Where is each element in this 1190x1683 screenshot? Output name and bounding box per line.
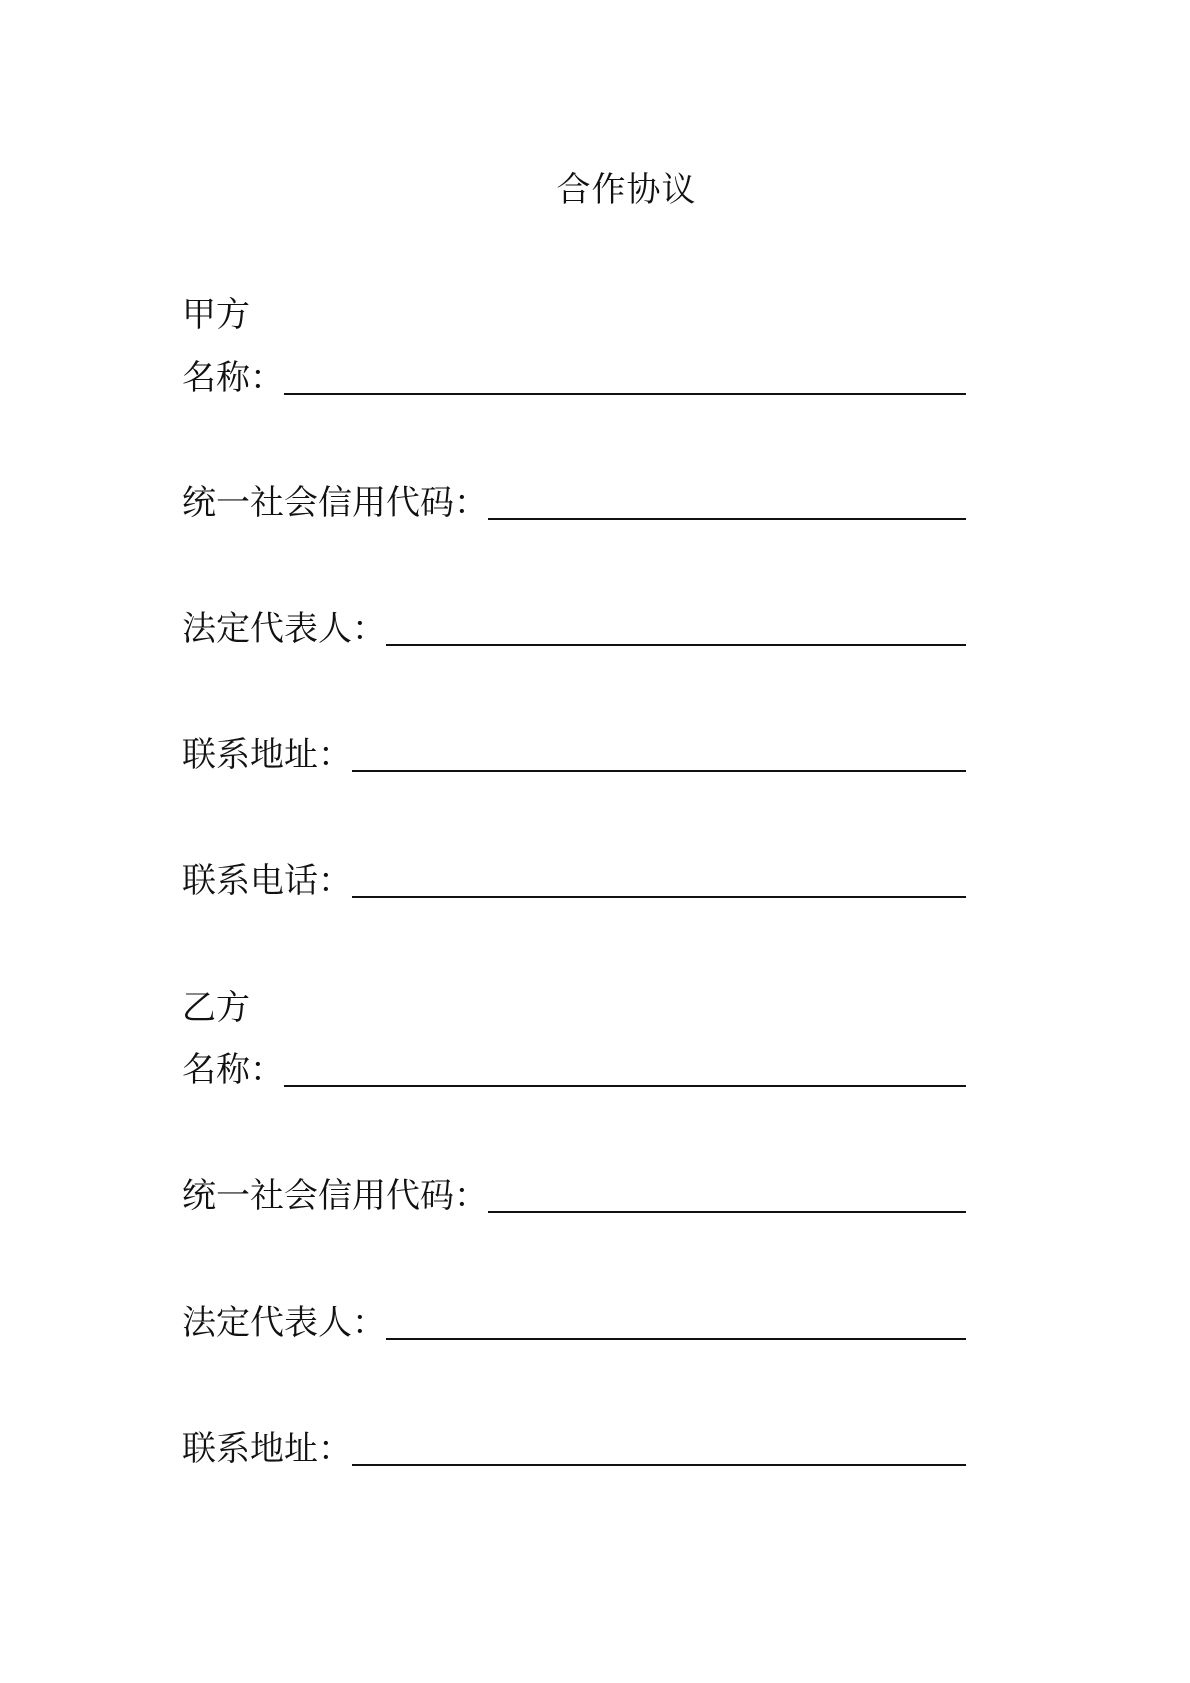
party-b-legal-rep-label: 法定代表人：: [182, 1303, 386, 1343]
party-b-credit-code-field: [182, 1176, 966, 1216]
party-a-phone-label: 联系电话：: [182, 861, 352, 901]
party-a-credit-code-blank-line: [488, 518, 966, 520]
party-a-address-field: [182, 735, 966, 775]
party-b-legal-rep-blank-line: [386, 1338, 966, 1340]
party-a-address-label: 联系地址：: [182, 735, 352, 775]
party-b-address-blank-line: [352, 1464, 966, 1466]
party-b-heading: 乙方: [182, 988, 250, 1028]
party-a-name-field: [182, 358, 966, 398]
party-a-heading: 甲方: [182, 295, 250, 335]
party-b-legal-rep-field: [182, 1303, 966, 1343]
party-a-legal-rep-blank-line: [386, 644, 966, 646]
party-b-credit-code-blank-line: [488, 1211, 966, 1213]
party-a-address-blank-line: [352, 770, 966, 772]
party-a-credit-code-field: [182, 483, 966, 523]
party-a-phone-blank-line: [352, 896, 966, 898]
party-b-name-blank-line: [284, 1085, 966, 1087]
party-a-legal-rep-field: [182, 609, 966, 649]
party-b-name-field: [182, 1050, 966, 1090]
party-a-phone-field: [182, 861, 966, 901]
party-a-legal-rep-label: 法定代表人：: [182, 609, 386, 649]
party-b-address-field: [182, 1429, 966, 1469]
party-a-credit-code-label: 统一社会信用代码：: [182, 483, 488, 523]
party-a-name-label: 名称：: [182, 358, 284, 398]
party-a-name-blank-line: [284, 393, 966, 395]
party-b-name-label: 名称：: [182, 1050, 284, 1090]
party-b-credit-code-label: 统一社会信用代码：: [182, 1176, 488, 1216]
party-b-address-label: 联系地址：: [182, 1429, 352, 1469]
document-title: 合作协议: [556, 170, 697, 210]
